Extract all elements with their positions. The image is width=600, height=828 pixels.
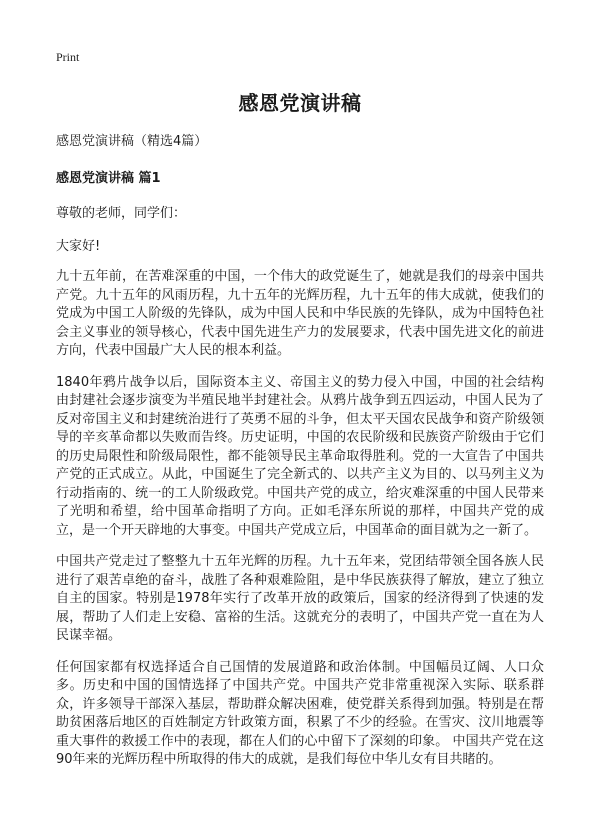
greeting: 大家好! bbox=[56, 239, 101, 254]
paragraph-2: 1840年鸦片战争以后，国际资本主义、帝国主义的势力侵入中国，中国的社会结构由封建社会逐步演变为半殖民地半封建社会。从鸦片战争到五四运动，中国人民为了反对帝国主义和封建统治进行了英勇不屈的斗争，但太平天国农民战争和资产阶级领导的辛亥革命都以失败而告终。历史证明，中国的农民阶级和民族资产阶级由于它们的历史局限性和阶级局限性，都不能领导民主革命取得胜利。党的一大宣告了中国共产党的正式成立。从此，中国诞生了完全新式的、以共产主义为目的、以马列主义为行动指南的、统一的工人阶级政党。中国共产党的成立，给灾难深重的中国人民带来了光明和希望，给中国革命指明了方向。正如毛泽东所说的那样，中国共产党的成立，是一个开天辟地的大事变。中国共产党成立后，中国革命的面目就为之一新了。 bbox=[56, 374, 544, 538]
document-subtitle: 感恩党演讲稿（精选4篇） bbox=[56, 134, 208, 149]
paragraph-3: 中国共产党走过了整整九十五年光辉的历程。九十五年来，党团结带领全国各族人民进行了艰苦卓绝的奋斗，战胜了各种艰难险阻，是中华民族获得了解放，建立了独立自主的国家。特别是1978年实行了改革开放的政策后，国家的经济得到了快速的发展，帮助了人们走上安稳、富裕的生活。这就充分的表明了，中国共产党一直在为人民谋幸福。 bbox=[56, 554, 544, 643]
section-heading: 感恩党演讲稿 篇1 bbox=[56, 171, 161, 186]
paragraph-4: 任何国家都有权选择适合自己国情的发展道路和政治体制。中国幅员辽阔、人口众多。历史和中国的国情选择了中国共产党。中国共产党非常重视深入实际、联系群众，许多领导干部深入基层，帮助群众解决困难，使党群关系得到加强。特别是在帮助贫困落后地区的百姓制定方针政策方面，积累了不少的经验。在雪灾、汶川地震等重大事件的救援工作中的表现，都在人们的心中留下了深刻的印象。 中国共产党在这90年来的光辉历程中所取得的伟大的成就，是我们每位中华儿女有目共睹的。 bbox=[56, 659, 544, 767]
paragraph-1: 九十五年前，在苦难深重的中国，一个伟大的政党诞生了，她就是我们的母亲中国共产党。九十五年的风雨历程，九十五年的光辉历程，九十五年的伟大成就，使我们的党成为中国工人阶级的先锋队，成为中国人民和中华民族的先锋队，成为中国特色社会主义事业的领导核心，代表中国先进生产力的发展要求，代表中国先进文化的前进方向，代表中国最广大人民的根本利益。 bbox=[56, 269, 544, 358]
print-link[interactable]: Print bbox=[56, 50, 80, 64]
salutation: 尊敬的老师，同学们： bbox=[56, 206, 187, 221]
page-title: 感恩党演讲稿 bbox=[238, 91, 362, 115]
